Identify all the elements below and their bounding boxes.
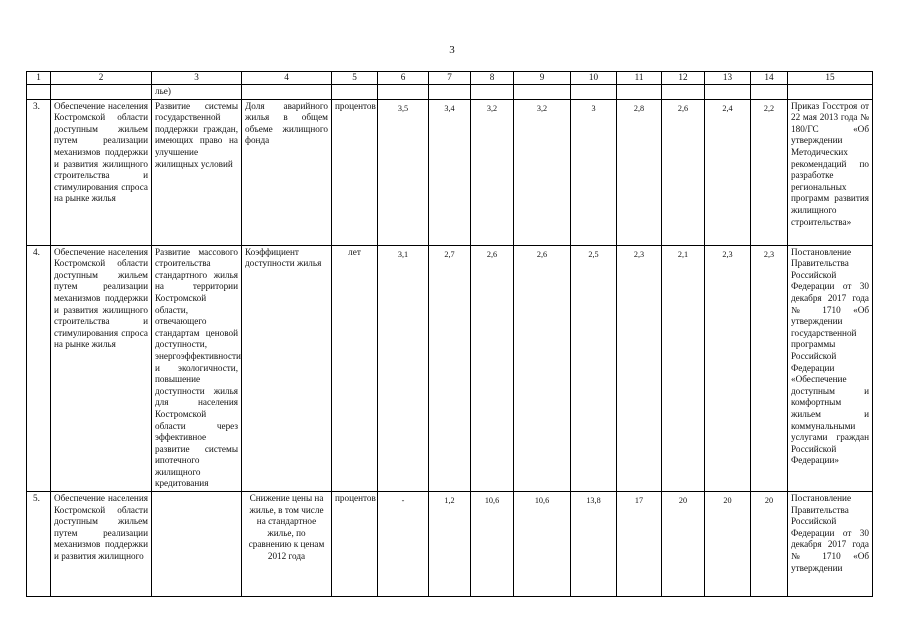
- unit-cell: процентов: [332, 99, 378, 245]
- value-cell: 2,3: [751, 245, 788, 491]
- header-cell: 11: [617, 72, 662, 85]
- value-cell: 2,6: [471, 245, 514, 491]
- header-cell: 2: [51, 72, 152, 85]
- value-cell: 3: [571, 99, 617, 245]
- page-number: 3: [449, 44, 455, 56]
- header-cell: 4: [242, 72, 332, 85]
- row-number: 5.: [27, 492, 51, 597]
- table-cell: [378, 84, 429, 99]
- value-cell: 3,2: [514, 99, 571, 245]
- source-cell: Постановление Правительства Российской Федерации от 30 декабря 2017 года № 1710 «Об утверждении государственной программы Российской Федерации «Обеспечение доступным и комфортным жильем и коммунальными услугами граждан Российской Федерации»: [788, 245, 873, 491]
- activity-cell: [152, 492, 242, 597]
- value-cell: 2,6: [662, 99, 705, 245]
- header-cell: 3: [152, 72, 242, 85]
- value-cell: 2,7: [429, 245, 471, 491]
- table-cell: [571, 84, 617, 99]
- header-cell: 15: [788, 72, 873, 85]
- row-number: 4.: [27, 245, 51, 491]
- table-cell: [514, 84, 571, 99]
- header-cell: 12: [662, 72, 705, 85]
- table-row: [27, 492, 873, 597]
- table-row: [27, 99, 873, 245]
- value-cell: 2,3: [705, 245, 751, 491]
- table-cell: [617, 84, 662, 99]
- source-cell: Постановление Правительства Российской Федерации от 30 декабря 2017 года № 1710 «Об утверждении: [788, 492, 873, 597]
- header-cell: 7: [429, 72, 471, 85]
- value-cell: 20: [662, 492, 705, 597]
- continuation-cell: лье): [152, 84, 242, 99]
- value-cell: 2,2: [751, 99, 788, 245]
- table-cell: [705, 84, 751, 99]
- table-cell: [429, 84, 471, 99]
- activity-cell: Развитие массового строительства стандартного жилья на территории Костромской области, отвечающего стандартам ценовой доступности, энергоэффективности и экологичности, повышение доступности жилья для населения Костромской области через эффективное развитие системы ипотечного жилищного кредитования: [152, 245, 242, 491]
- table-cell: [27, 84, 51, 99]
- header-cell: 8: [471, 72, 514, 85]
- table-cell: [471, 84, 514, 99]
- value-cell: 3,1: [378, 245, 429, 491]
- value-cell: 3,4: [429, 99, 471, 245]
- indicators-table: [26, 71, 873, 597]
- continuation-row: [27, 84, 873, 99]
- value-cell: 3,2: [471, 99, 514, 245]
- source-cell: Приказ Госстроя от 22 мая 2013 года № 180/ГС «Об утверждении Методических рекомендаций по разработке региональных программ развития жилищного строительства»: [788, 99, 873, 245]
- header-row: [27, 72, 873, 85]
- indicator-cell: Коэффициент доступности жилья: [242, 245, 332, 491]
- header-cell: 1: [27, 72, 51, 85]
- value-cell: 2,6: [514, 245, 571, 491]
- table-row: [27, 245, 873, 491]
- value-cell: 2,3: [617, 245, 662, 491]
- value-cell: 10,6: [471, 492, 514, 597]
- value-cell: 2,8: [617, 99, 662, 245]
- indicator-cell: Снижение цены на жилье, в том числе на стандартное жилье, по сравнению к ценам 2012 года: [242, 492, 332, 597]
- header-cell: 10: [571, 72, 617, 85]
- value-cell: 13,8: [571, 492, 617, 597]
- table-cell: [51, 84, 152, 99]
- value-cell: 2,1: [662, 245, 705, 491]
- indicator-cell: Доля аварийного жилья в общем объеме жилищного фонда: [242, 99, 332, 245]
- row-number: 3.: [27, 99, 51, 245]
- header-cell: 5: [332, 72, 378, 85]
- task-cell: Обеспечение населения Костромской области доступным жильем путем реализации механизмов поддержки и развития жилищного: [51, 492, 152, 597]
- value-cell: 20: [751, 492, 788, 597]
- unit-cell: лет: [332, 245, 378, 491]
- header-cell: 14: [751, 72, 788, 85]
- value-cell: 3,5: [378, 99, 429, 245]
- value-cell: 17: [617, 492, 662, 597]
- table-cell: [662, 84, 705, 99]
- header-cell: 6: [378, 72, 429, 85]
- header-cell: 9: [514, 72, 571, 85]
- activity-cell: Развитие системы государственной поддержки граждан, имеющих право на улучшение жилищных условий: [152, 99, 242, 245]
- value-cell: 2,4: [705, 99, 751, 245]
- value-cell: -: [378, 492, 429, 597]
- value-cell: 2,5: [571, 245, 617, 491]
- value-cell: 20: [705, 492, 751, 597]
- header-cell: 13: [705, 72, 751, 85]
- value-cell: 10,6: [514, 492, 571, 597]
- table-cell: [751, 84, 788, 99]
- table-cell: [242, 84, 332, 99]
- table-cell: [788, 84, 873, 99]
- value-cell: 1,2: [429, 492, 471, 597]
- unit-cell: процентов: [332, 492, 378, 597]
- task-cell: Обеспечение населения Костромской области доступным жильем путем реализации механизмов поддержки и развития жилищного строительства и стимулирования спроса на рынке жилья: [51, 245, 152, 491]
- task-cell: Обеспечение населения Костромской области доступным жильем путем реализации механизмов поддержки и развития жилищного строительства и стимулирования спроса на рынке жилья: [51, 99, 152, 245]
- table-cell: [332, 84, 378, 99]
